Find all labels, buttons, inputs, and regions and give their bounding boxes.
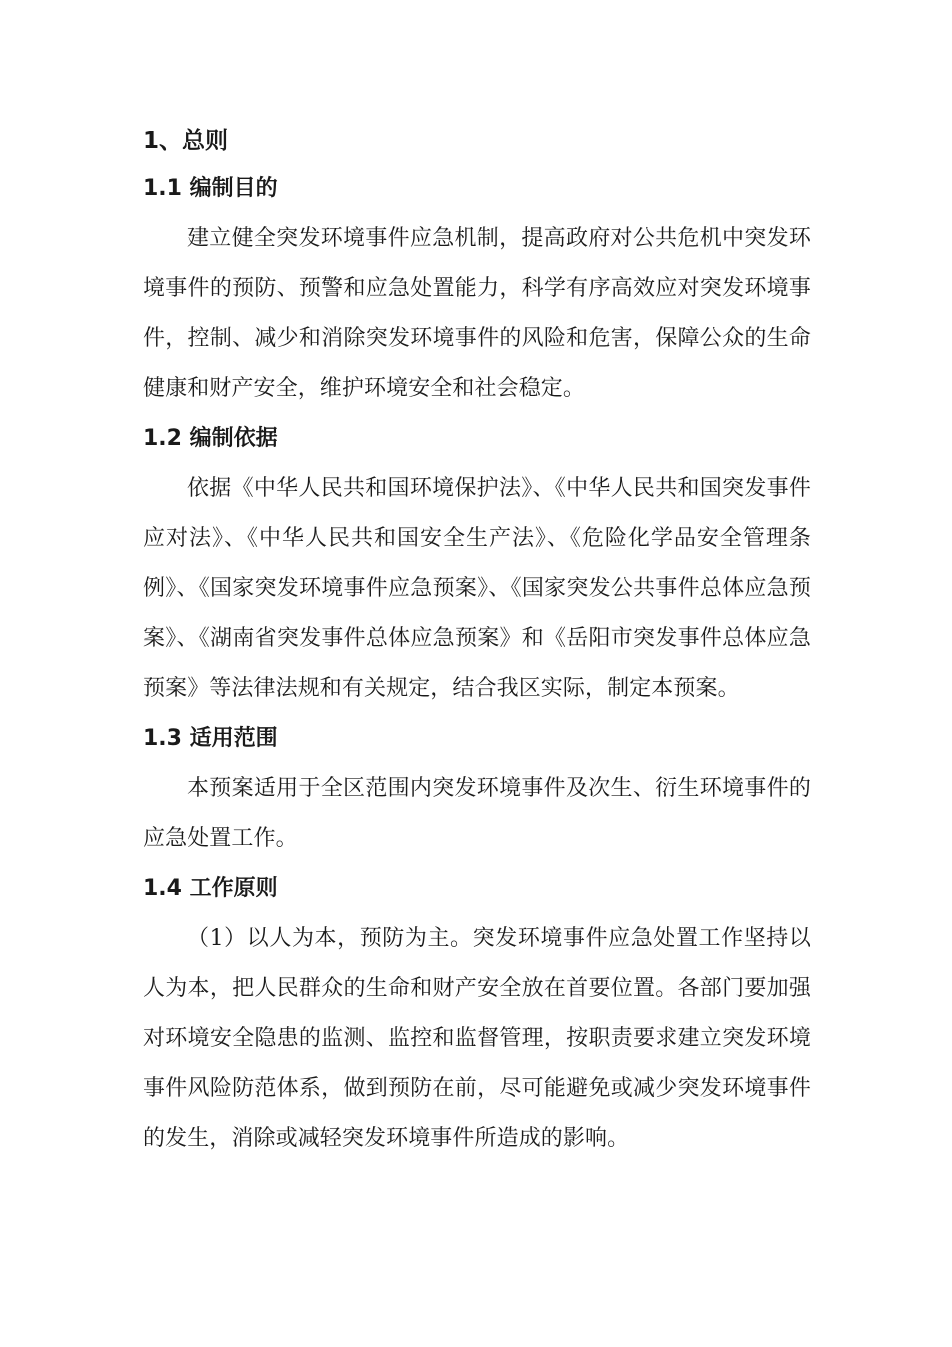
section-paragraph-basis: 依据《中华人民共和国环境保护法》、《中华人民共和国突发事件应对法》、《中华人民共和国安全生产法》、《危险化学品安全管理条例》、《国家突发环境事件应急预案》、《国家突发公共事件总体应急预案》、《湖南省突发事件总体应急预案》和《岳阳市突发事件总体应急预案》等法律法规和有关规定，结合我区实际，制定本预案。 <box>143 476 811 701</box>
chapter-heading: 1、总则 <box>143 128 229 154</box>
section-paragraph-principles: （1）以人为本，预防为主。突发环境事件应急处置工作坚持以人为本，把人民群众的生命和财产安全放在首要位置。各部门要加强对环境安全隐患的监测、监控和监督管理，按职责要求建立突发环境事件风险防范体系，做到预防在前，尽可能避免或减少突发环境事件的发生，消除或减轻突发环境事件所造成的影响。 <box>143 926 811 1151</box>
section-heading-purpose: 1.1 编制目的 <box>143 176 278 201</box>
section-paragraph-scope: 本预案适用于全区范围内突发环境事件及次生、衍生环境事件的应急处置工作。 <box>143 776 811 851</box>
section-heading-scope: 1.3 适用范围 <box>143 726 278 751</box>
section-paragraph-purpose: 建立健全突发环境事件应急机制，提高政府对公共危机中突发环境事件的预防、预警和应急处置能力，科学有序高效应对突发环境事件，控制、减少和消除突发环境事件的风险和危害，保障公众的生命健康和财产安全，维护环境安全和社会稳定。 <box>143 226 811 401</box>
document-body <box>143 118 811 1164</box>
section-heading-principles: 1.4 工作原则 <box>143 876 278 901</box>
section-heading-basis: 1.2 编制依据 <box>143 426 278 451</box>
